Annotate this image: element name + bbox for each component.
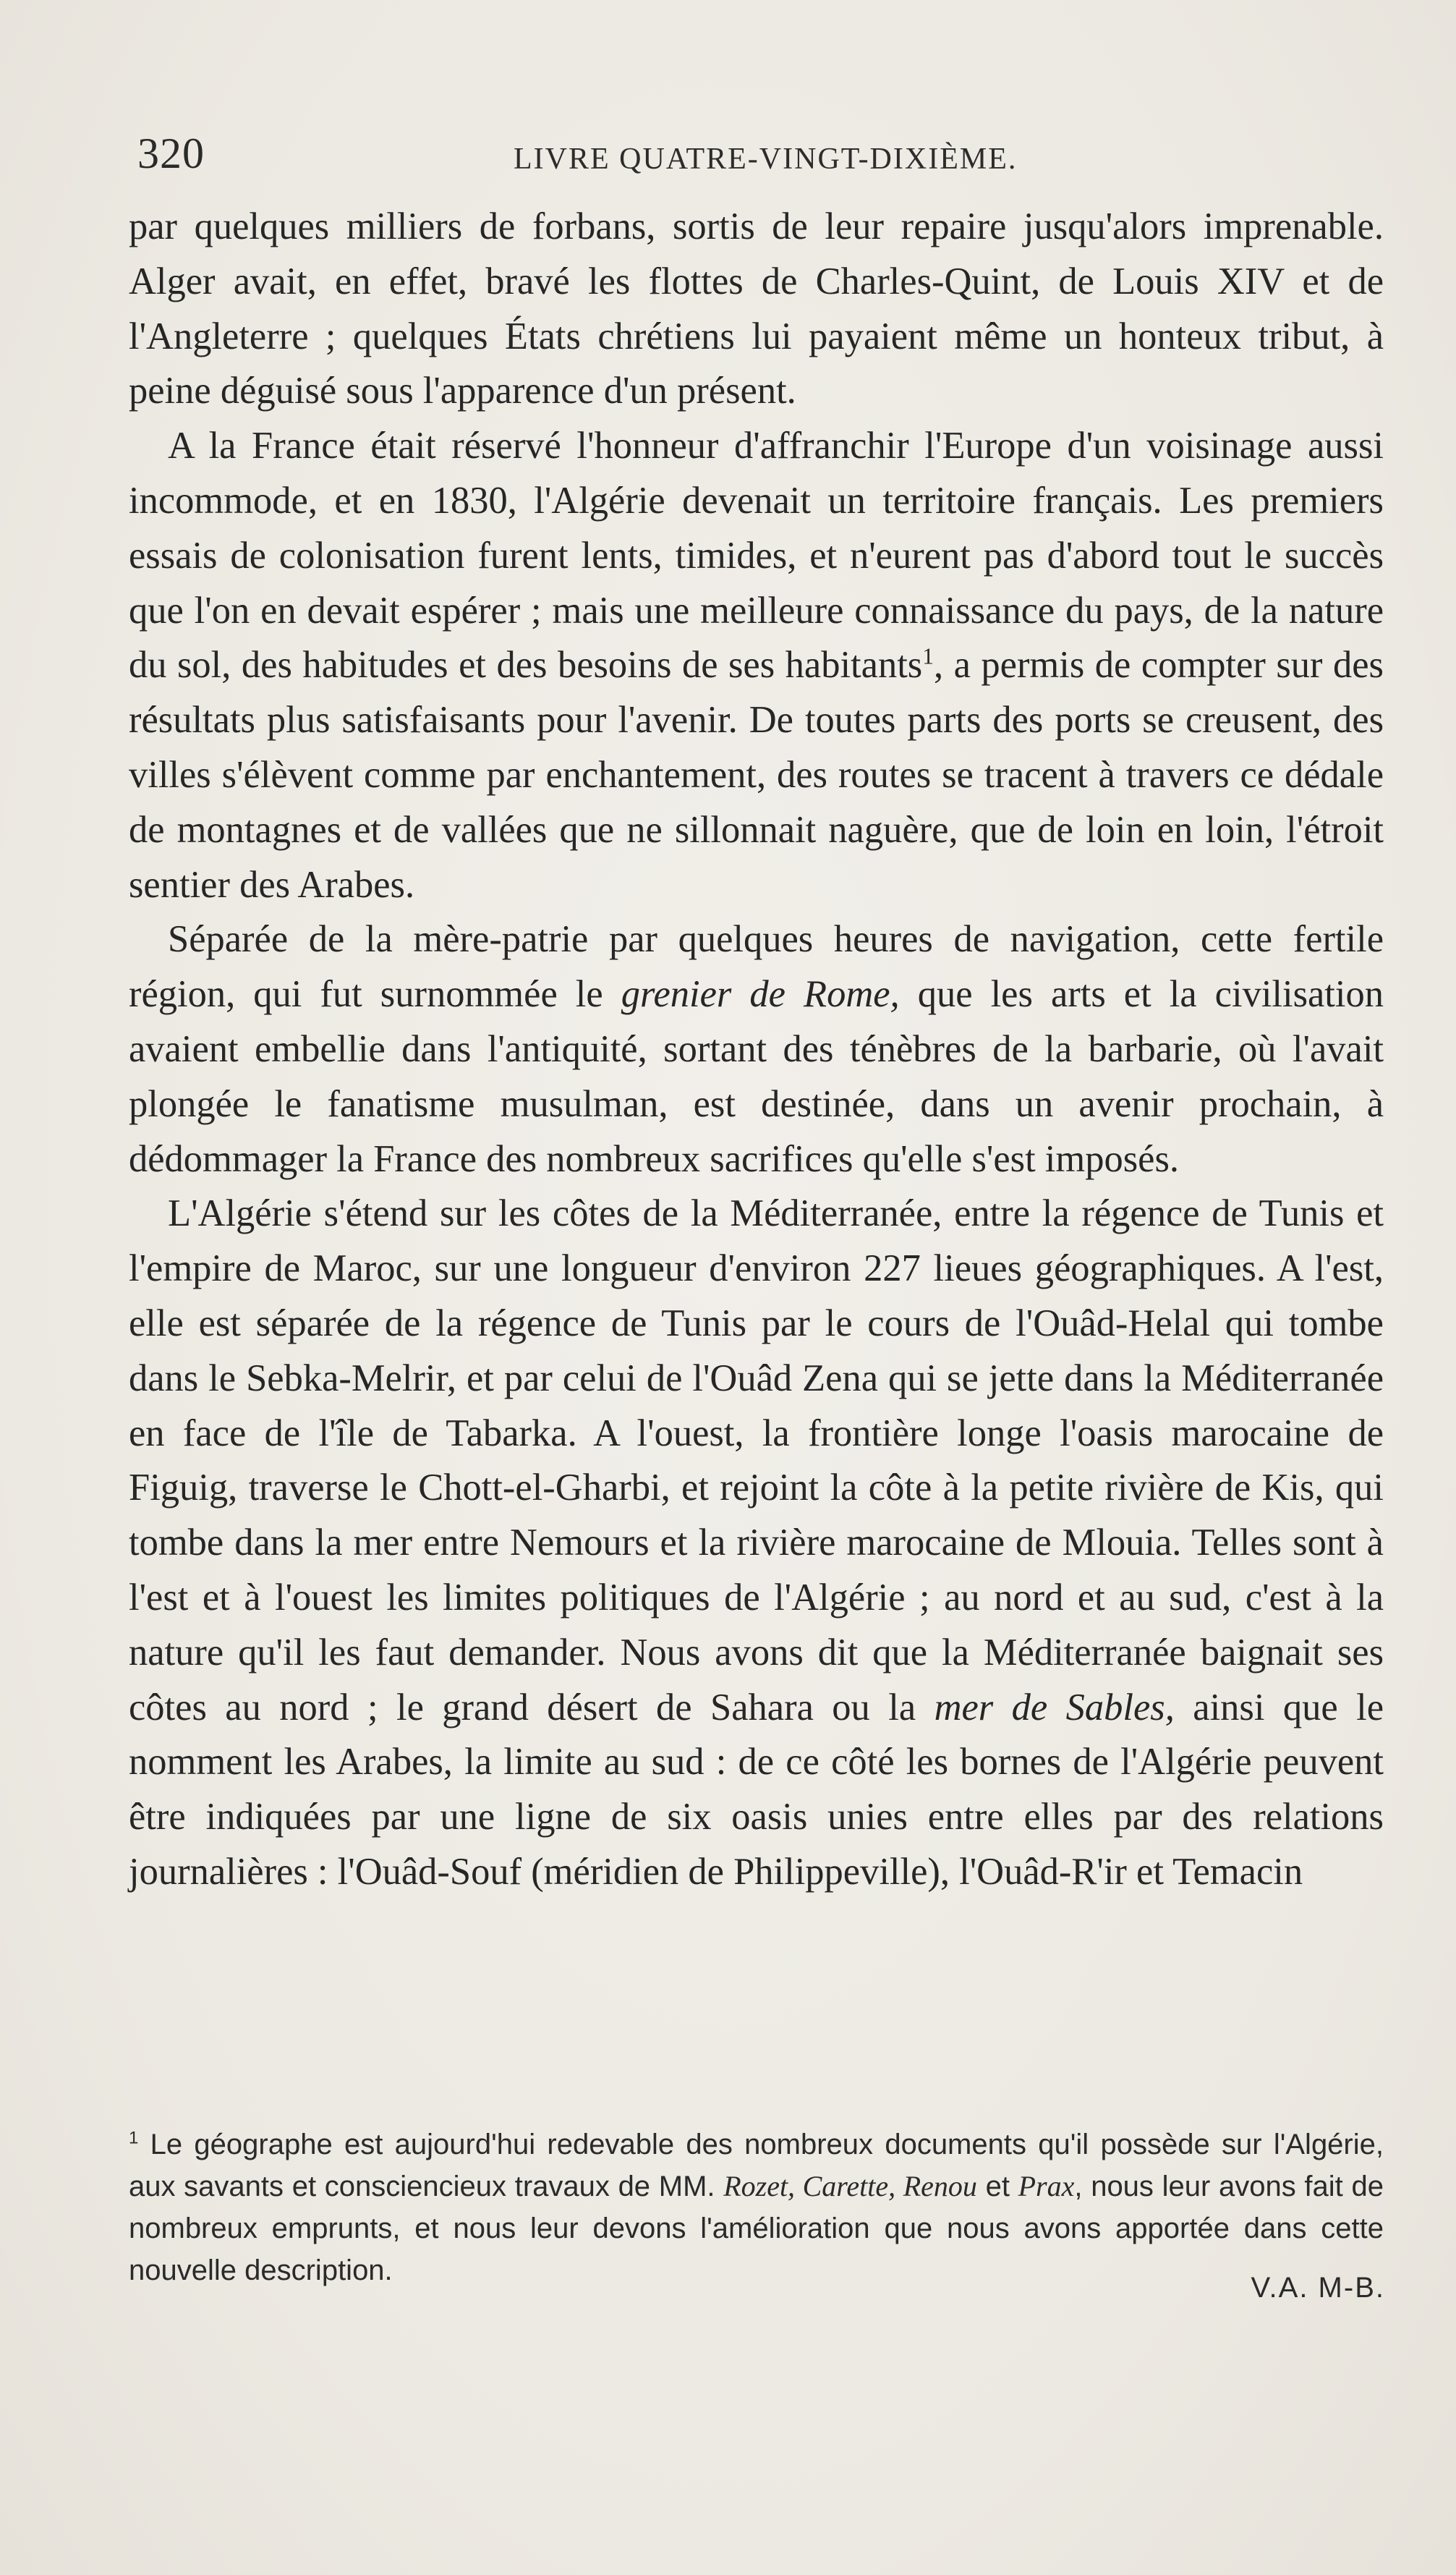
- footnote-name-last: Prax: [1018, 2170, 1075, 2202]
- author-signature: V.A. M-B.: [1251, 2272, 1385, 2304]
- footnote-text-c: , nous leur avons fait de nombreux emprunts, et nous leur devons l'amélioration que nous avons apportée dans cette nouvelle description.: [129, 2171, 1384, 2286]
- paragraph-2-text-b: , a permis de compter sur des résultats plus satisfaisants pour l'avenir. De toutes parts des ports se creusent, des villes s'élèvent comme par enchantement, des routes se tracent à travers ce dédale de montagnes et de vallées que ne sillonnait naguère, que de loin en loin, l'étroit sentier des Arabes.: [129, 644, 1384, 906]
- paragraph-4-text-b: ainsi que le nomment les Arabes, la limite au sud : de ce côté les bornes de l'Algérie peuvent être indiquées par une ligne de six oasis unies entre elles par des relations journalières : l'Ouâd-Souf (méridien de Philippeville), l'Ouâd-R'ir et Temacin: [129, 1686, 1384, 1893]
- paragraph-3-italic: grenier de Rome,: [621, 973, 900, 1016]
- footnote: [129, 2124, 1384, 2291]
- paragraph-1-text: par quelques milliers de forbans, sortis de leur repaire jusqu'alors imprenable. Alger avait, en effet, bravé les flottes de Charles-Quint, de Louis XIV et de l'Angleterre ; quelques États chrétiens lui payaient même un honteux tribut, à peine déguisé sous l'apparence d'un présent.: [129, 205, 1384, 412]
- footnote-text-b: et: [976, 2171, 1018, 2202]
- page-number: 320: [137, 130, 205, 177]
- running-head: [94, 122, 1425, 187]
- paragraph-4-text-a: L'Algérie s'étend sur les côtes de la Méditerranée, entre la régence de Tunis et l'empire de Maroc, sur une longueur d'environ 227 lieues géographiques. A l'est, elle est séparée de la régence de Tunis par le cours de l'Ouâd-Helal qui tombe dans le Sebka-Melrir, et par celui de l'Ouâd Zena qui se jette dans la Méditerranée en face de l'île de Tabarka. A l'ouest, la frontière longe l'oasis marocaine de Figuig, traverse le Chott-el-Gharbi, et rejoint la côte à la petite rivière de Kis, qui tombe dans la mer entre Nemours et la rivière marocaine de Mlouia. Telles sont à l'est et à l'ouest les limites politiques de l'Algérie ; au nord et au sud, c'est à la nature qu'il les faut demander. Nous avons dit que la Méditerranée baignait ses côtes au nord ; le grand désert de Sahara ou la: [129, 1192, 1384, 1728]
- footnote-text-a: Le géographe est aujourd'hui redevable des nombreux documents qu'il possède sur l'Algérie, aux savants et consciencieux travaux de MM.: [129, 2129, 1384, 2202]
- footnote-marker: 1: [129, 2128, 139, 2148]
- chapter-title: LIVRE QUATRE-VINGT-DIXIÈME.: [514, 143, 1018, 176]
- paragraph-4-italic: mer de Sables,: [934, 1686, 1175, 1728]
- footnote-reference: 1: [922, 643, 934, 669]
- paragraph-3-text-a: Séparée de la mère-patrie par quelques heures de navigation, cette fertile région, qui fut surnommée le: [129, 918, 1384, 1016]
- paragraph-4: [129, 1187, 1384, 1899]
- body-text: [129, 200, 1384, 1900]
- paragraph-3: [129, 912, 1384, 1187]
- footnote-names: Rozet, Carette, Renou: [723, 2170, 977, 2202]
- paragraph-2: [129, 419, 1384, 912]
- paragraph-3-text-b: que les arts et la civilisation avaient embellie dans l'antiquité, sortant des ténèbres de la barbarie, où l'avait plongée le fanatisme musulman, est destinée, dans un avenir prochain, à dédommager la France des nombreux sacrifices qu'elle s'est imposés.: [129, 973, 1384, 1180]
- paragraph-2-text-a: A la France était réservé l'honneur d'affranchir l'Europe d'un voisinage aussi incommode, et en 1830, l'Algérie devenait un territoire français. Les premiers essais de colonisation furent lents, timides, et n'eurent pas d'abord tout le succès que l'on en devait espérer ; mais une meilleure connaissance du pays, de la nature du sol, des habitudes et des besoins de ses habitants: [129, 425, 1384, 687]
- paragraph-1: [129, 200, 1384, 419]
